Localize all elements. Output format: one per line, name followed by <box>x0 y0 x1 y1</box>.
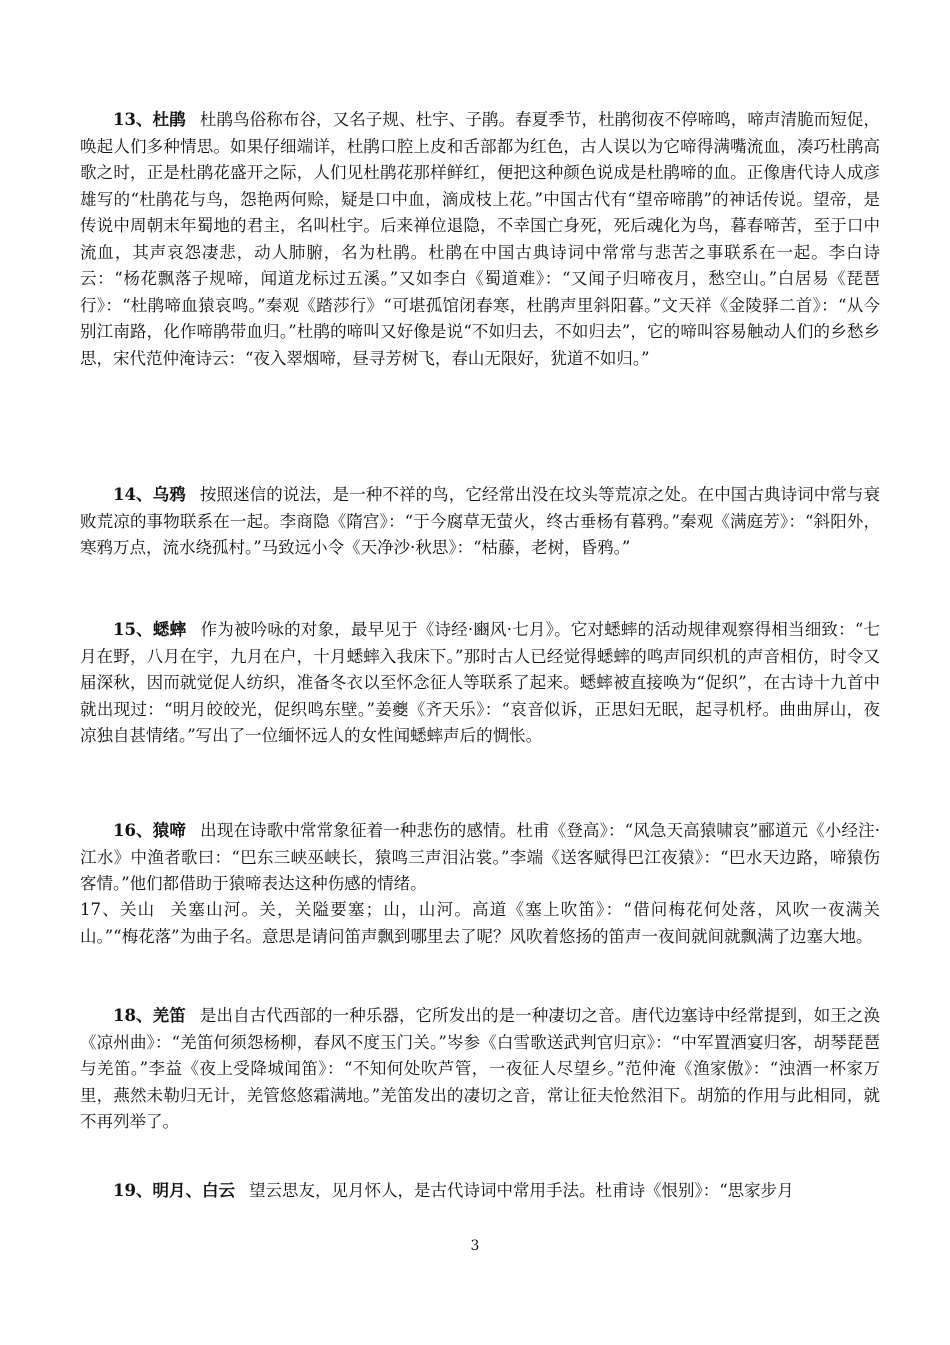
entry-guanshan <box>80 897 880 950</box>
entry-qiangdi <box>80 1003 880 1136</box>
entry-term: 18、羌笛 <box>113 1006 186 1025</box>
entry-term: 19、明月、白云 <box>113 1181 235 1200</box>
entry-text: 出现在诗歌中常常象征着一种悲伤的感情。杜甫《登高》：“风急天高猿啸哀”郦道元《小经注·江水》中渔者歌曰：“巴东三峡巫峡长，猿鸣三声泪沾裳。”李端《送客赋得巴江夜猿》：“巴水天边路，啼猿伤客情。”他们都借助于猿啼表达这种伤感的情绪。 <box>80 821 880 893</box>
entry-term: 16、猿啼 <box>113 821 187 840</box>
entry-xishuai <box>80 617 880 750</box>
page-number: 3 <box>470 1238 480 1254</box>
entry-term: 14、乌鸦 <box>113 485 186 504</box>
entry-text: 作为被吟咏的对象，最早见于《诗经·豳风·七月》。它对蟋蟀的活动规律观察得相当细致：“七月在野，八月在宇，九月在户，十月蟋蟀入我床下。”那时古人已经觉得蟋蟀的鸣声同织机的声音相仿，时令又届深秋，因而就觉促人纺织，准备冬衣以至怀念征人等联系了起来。蟋蟀被直接唤为“促织”，在古诗十九首中就出现过：“明月皎皎光，促织鸣东壁。”姜夔《齐天乐》：“哀音似诉，正思妇无眠，起寻机杼。曲曲屏山，夜凉独自甚情绪。”写出了一位缅怀远人的女性闻蟋蟀声后的惆怅。 <box>80 620 880 745</box>
entry-dujuan <box>80 107 880 372</box>
entry-text: 是出自古代西部的一种乐器，它所发出的是一种凄切之音。唐代边塞诗中经常提到，如王之涣《凉州曲》：“羌笛何须怨杨柳，春风不度玉门关。”岑参《白雪歌送武判官归京》：“中军置酒宴归客，胡琴琵琶与羌笛。”李益《夜上受降城闻笛》：“不知何处吹芦管，一夜征人尽望乡。”范仲淹《渔家傲》：“浊酒一杯家万里，燕然未勒归无计，羌管悠悠霜满地。”羌笛发出的凄切之音，常让征夫怆然泪下。胡笳的作用与此相同，就不再列举了。 <box>80 1006 881 1131</box>
entry-text: 关塞山河。关，关隘要塞；山，山河。高道《塞上吹笛》：“借问梅花何处落，风吹一夜满关山。”“梅花落”为曲子名。意思是请问笛声飘到哪里去了呢？风吹着悠扬的笛声一夜间就间就飘满了边塞大地。 <box>80 900 881 946</box>
entry-term: 17、关山 <box>80 900 156 919</box>
entry-text: 望云思友，见月怀人，是古代诗词中常用手法。杜甫诗《恨别》：“思家步月 <box>248 1181 794 1200</box>
entry-wuya <box>80 482 880 562</box>
entry-mingyue-baiyun <box>80 1178 880 1205</box>
entry-yuanti <box>80 818 880 898</box>
entry-term: 15、蟋蟀 <box>113 620 187 639</box>
entry-text: 按照迷信的说法，是一种不祥的鸟，它经常出没在坟头等荒凉之处。在中国古典诗词中常与衰败荒凉的事物联系在一起。李商隐《隋宫》：“于今腐草无萤火，终古垂杨有暮鸦。”秦观《满庭芳》：“斜阳外，寒鸦万点，流水绕孤村。”马致远小令《天净沙·秋思》：“枯藤，老树，昏鸦。” <box>80 485 881 557</box>
entry-text: 杜鹃鸟俗称布谷，又名子规、杜宇、子鹃。春夏季节，杜鹃彻夜不停啼鸣，啼声清脆而短促，唤起人们多种情思。如果仔细端详，杜鹃口腔上皮和舌部都为红色，古人误以为它啼得满嘴流血，凑巧杜鹃高歌之时，正是杜鹃花盛开之际，人们见杜鹃花那样鲜红，便把这种颜色说成是杜鹃啼的血。正像唐代诗人成彦雄写的“杜鹃花与鸟，怨艳两何赊，疑是口中血，滴成枝上花。”中国古代有“望帝啼鹃”的神话传说。望帝，是传说中周朝末年蜀地的君主，名叫杜宇。后来禅位退隐，不幸国亡身死，死后魂化为鸟，暮春啼苦，至于口中流血，其声哀怨凄悲，动人肺腑，名为杜鹃。杜鹃在中国古典诗词中常常与悲苦之事联系在一起。李白诗云：“杨花飘落子规啼，闻道龙标过五溪。”又如李白《蜀道难》：“又闻子归啼夜月，愁空山。”白居易《琵琶行》：“杜鹃啼血猿哀鸣。”秦观《踏莎行》“可堪孤馆闭春寒，杜鹃声里斜阳暮。”文天祥《金陵驿二首》：“从今别江南路，化作啼鹃带血归。”杜鹃的啼叫又好像是说“不如归去，不如归去”，它的啼叫容易触动人们的乡愁乡思，宋代范仲淹诗云：“夜入翠烟啼，昼寻芳树飞，春山无限好，犹道不如归。” <box>80 110 881 368</box>
entry-term: 13、杜鹃 <box>113 110 186 129</box>
